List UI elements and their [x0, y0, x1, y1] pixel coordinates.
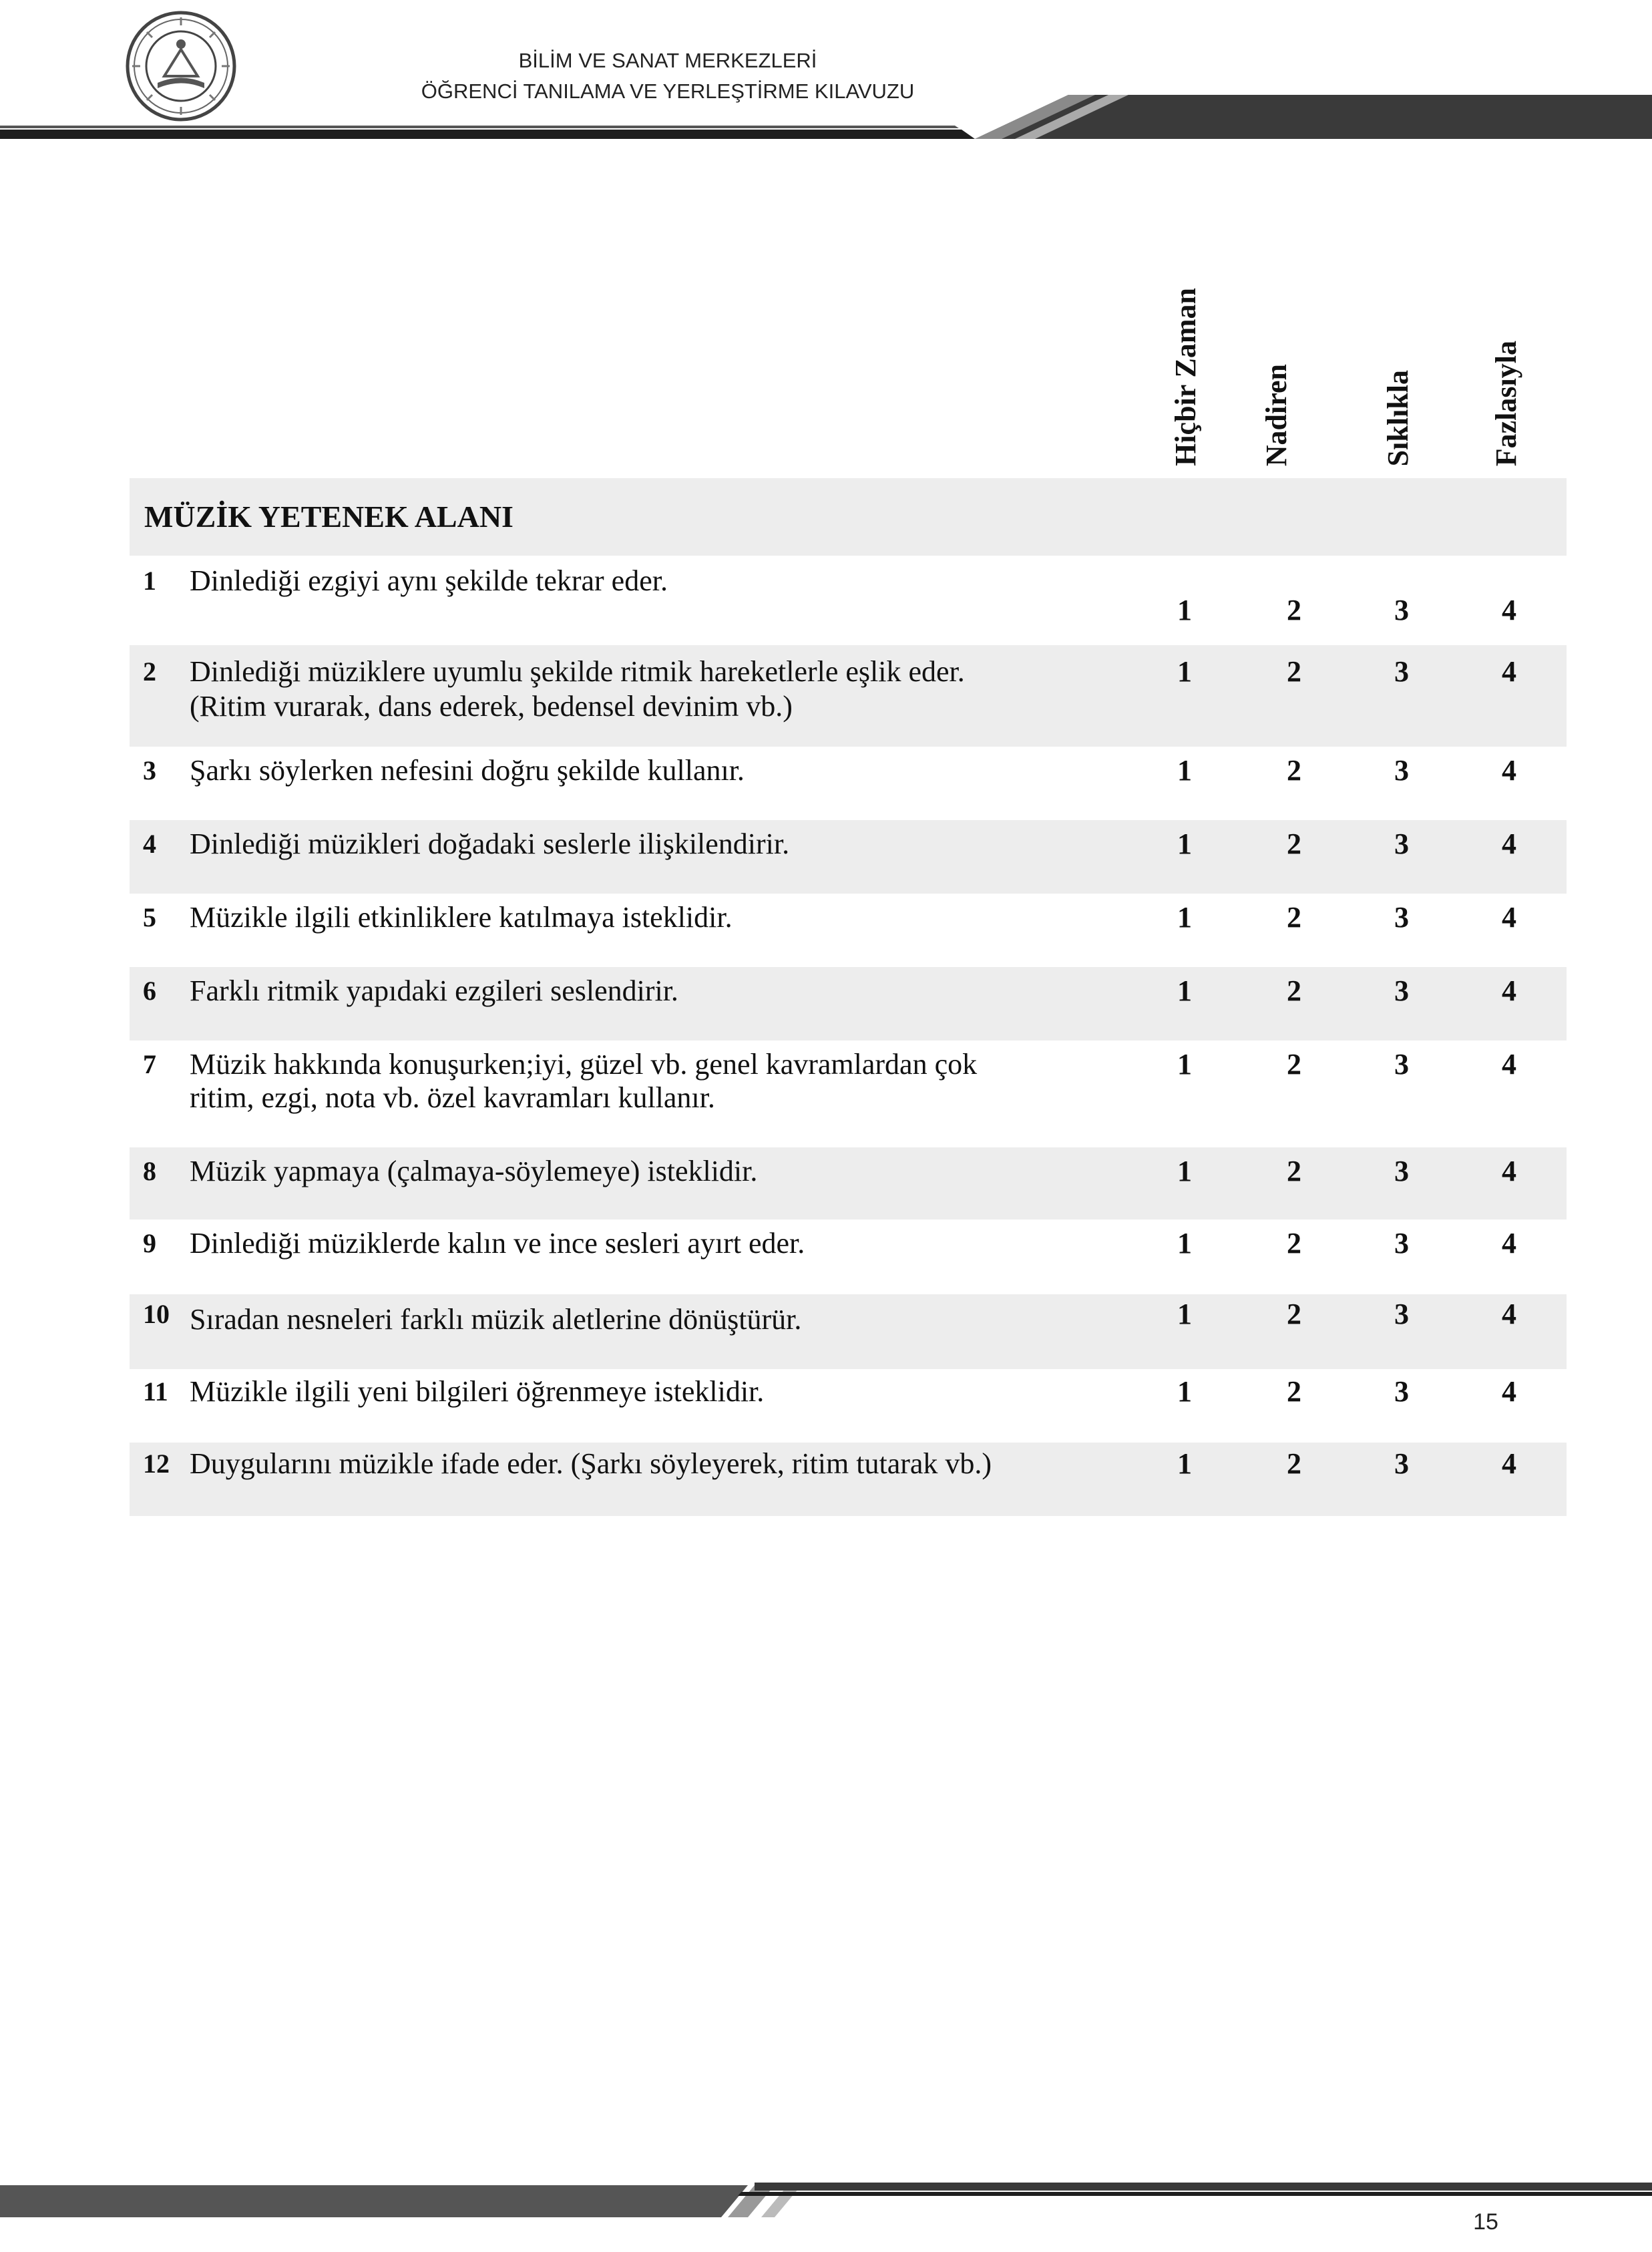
score-option-4[interactable]: 4 — [1502, 1375, 1516, 1408]
score-option-2[interactable]: 2 — [1287, 1227, 1301, 1260]
item-text: Farklı ritmik yapıdaki ezgileri seslendirir. — [190, 974, 678, 1007]
score-option-1[interactable]: 1 — [1177, 655, 1192, 688]
item-number: 4 — [143, 829, 156, 859]
item-number: 5 — [143, 902, 156, 932]
score-option-1[interactable]: 1 — [1177, 1298, 1192, 1330]
score-option-4[interactable]: 4 — [1502, 1447, 1516, 1480]
item-text: Dinlediği müziklere uyumlu şekilde ritmik hareketlerle eşlik eder. — [190, 655, 965, 688]
table-row — [130, 1041, 1567, 1147]
table-row — [130, 1443, 1567, 1516]
item-number: 11 — [143, 1376, 168, 1406]
page-number: 15 — [1473, 2209, 1498, 2235]
score-option-3[interactable]: 3 — [1394, 754, 1409, 787]
item-number: 3 — [143, 755, 156, 785]
score-option-4[interactable]: 4 — [1502, 827, 1516, 860]
item-text: Müzik hakkında konuşurken;iyi, güzel vb. genel kavramlardan çok — [190, 1048, 978, 1081]
score-option-3[interactable]: 3 — [1394, 1155, 1409, 1187]
score-option-2[interactable]: 2 — [1287, 1375, 1301, 1408]
header-title-line2: ÖĞRENCİ TANILAMA VE YERLEŞTİRME KILAVUZU — [421, 79, 915, 103]
item-number: 10 — [143, 1299, 170, 1329]
score-option-3[interactable]: 3 — [1394, 901, 1409, 934]
item-text: Sıradan nesneleri farklı müzik aletlerine dönüştürür. — [190, 1303, 802, 1336]
scale-header-often: Sıklıkla — [1382, 369, 1414, 466]
score-option-4[interactable]: 4 — [1502, 974, 1516, 1007]
item-number: 2 — [143, 656, 156, 687]
music-talent-checklist-table — [130, 478, 1567, 1516]
section-title: MÜZİK YETENEK ALANI — [144, 500, 513, 534]
item-text-continued: ritim, ezgi, nota vb. özel kavramları kullanır. — [190, 1081, 715, 1114]
item-number: 9 — [143, 1228, 156, 1258]
table-row — [130, 645, 1567, 747]
score-option-3[interactable]: 3 — [1394, 1447, 1409, 1480]
score-option-1[interactable]: 1 — [1177, 1048, 1192, 1081]
score-option-4[interactable]: 4 — [1502, 1227, 1516, 1260]
score-option-1[interactable]: 1 — [1177, 974, 1192, 1007]
score-option-2[interactable]: 2 — [1287, 655, 1301, 688]
scale-header-rarely: Nadiren — [1260, 363, 1293, 466]
scale-header-very-often: Fazlasıyla — [1490, 340, 1522, 466]
header-decorative-band — [0, 88, 1652, 142]
score-option-2[interactable]: 2 — [1287, 901, 1301, 934]
score-option-1[interactable]: 1 — [1177, 827, 1192, 860]
score-option-2[interactable]: 2 — [1287, 1048, 1301, 1081]
score-option-3[interactable]: 3 — [1394, 594, 1409, 626]
score-option-4[interactable]: 4 — [1502, 901, 1516, 934]
score-option-2[interactable]: 2 — [1287, 827, 1301, 860]
score-option-3[interactable]: 3 — [1394, 1227, 1409, 1260]
score-option-4[interactable]: 4 — [1502, 594, 1516, 626]
item-number: 12 — [143, 1449, 170, 1479]
score-option-4[interactable]: 4 — [1502, 1155, 1516, 1187]
item-text: Müzik yapmaya (çalmaya-söylemeye) isteklidir. — [190, 1155, 758, 1187]
item-number: 6 — [143, 976, 156, 1006]
table-row — [130, 747, 1567, 820]
item-text: Dinlediği müzikleri doğadaki seslerle ilişkilendirir. — [190, 827, 790, 860]
item-number: 1 — [143, 566, 156, 596]
score-option-3[interactable]: 3 — [1394, 1375, 1409, 1408]
item-text: Müzikle ilgili etkinliklere katılmaya isteklidir. — [190, 901, 733, 934]
score-option-2[interactable]: 2 — [1287, 1447, 1301, 1480]
header-title-line1: BİLİM VE SANAT MERKEZLERİ — [518, 49, 817, 72]
scale-header-never: Hiçbir Zaman — [1169, 288, 1202, 466]
item-text: Dinlediği ezgiyi aynı şekilde tekrar eder. — [190, 564, 668, 597]
score-option-2[interactable]: 2 — [1287, 1155, 1301, 1187]
score-option-3[interactable]: 3 — [1394, 827, 1409, 860]
footer-decorative-band — [0, 2183, 1652, 2220]
table-row — [130, 1294, 1567, 1369]
score-option-2[interactable]: 2 — [1287, 594, 1301, 626]
item-text: Şarkı söylerken nefesini doğru şekilde kullanır. — [190, 754, 745, 787]
table-row — [130, 967, 1567, 1041]
score-option-4[interactable]: 4 — [1502, 1298, 1516, 1330]
item-text-continued: (Ritim vurarak, dans ederek, bedensel devinim vb.) — [190, 690, 793, 723]
score-option-1[interactable]: 1 — [1177, 594, 1192, 626]
score-option-3[interactable]: 3 — [1394, 655, 1409, 688]
table-row — [130, 1369, 1567, 1443]
table-row — [130, 894, 1567, 967]
item-text: Dinlediği müziklerde kalın ve ince sesleri ayırt eder. — [190, 1227, 805, 1260]
table-row — [130, 1219, 1567, 1294]
score-option-1[interactable]: 1 — [1177, 1227, 1192, 1260]
score-option-2[interactable]: 2 — [1287, 974, 1301, 1007]
score-option-4[interactable]: 4 — [1502, 655, 1516, 688]
score-option-3[interactable]: 3 — [1394, 974, 1409, 1007]
score-option-4[interactable]: 4 — [1502, 1048, 1516, 1081]
score-option-4[interactable]: 4 — [1502, 754, 1516, 787]
score-option-3[interactable]: 3 — [1394, 1298, 1409, 1330]
score-option-1[interactable]: 1 — [1177, 1155, 1192, 1187]
score-option-1[interactable]: 1 — [1177, 901, 1192, 934]
table-row — [130, 820, 1567, 894]
score-option-2[interactable]: 2 — [1287, 754, 1301, 787]
table-row — [130, 1147, 1567, 1219]
section-header-row — [130, 478, 1567, 556]
item-text: Müzikle ilgili yeni bilgileri öğrenmeye isteklidir. — [190, 1375, 765, 1408]
score-option-1[interactable]: 1 — [1177, 754, 1192, 787]
score-option-1[interactable]: 1 — [1177, 1375, 1192, 1408]
item-number: 7 — [143, 1049, 156, 1079]
score-option-1[interactable]: 1 — [1177, 1447, 1192, 1480]
score-option-3[interactable]: 3 — [1394, 1048, 1409, 1081]
table-row — [130, 556, 1567, 645]
item-text: Duygularını müzikle ifade eder. (Şarkı söyleyerek, ritim tutarak vb.) — [190, 1447, 992, 1480]
item-number: 8 — [143, 1156, 156, 1186]
score-option-2[interactable]: 2 — [1287, 1298, 1301, 1330]
